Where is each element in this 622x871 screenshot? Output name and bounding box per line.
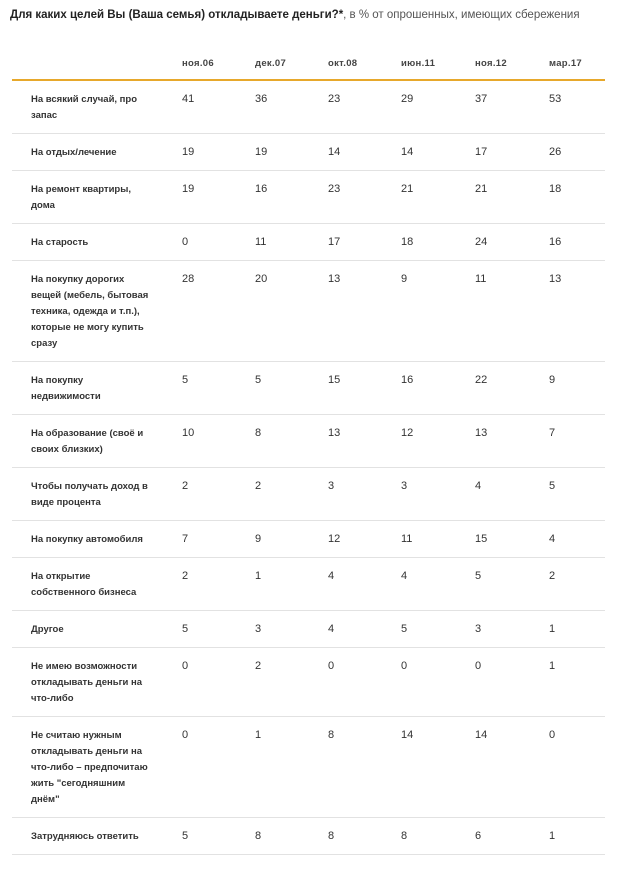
table-cell: 8	[304, 818, 377, 855]
table-cell: 18	[525, 171, 605, 224]
table-cell: 0	[158, 648, 231, 717]
table-cell: 13	[451, 415, 525, 468]
table-cell: 15	[304, 362, 377, 415]
title-question: Для каких целей Вы (Ваша семья) откладываете деньги?*	[10, 9, 344, 21]
table-cell: 5	[231, 362, 304, 415]
table-cell: 4	[377, 558, 451, 611]
table-cell: 1	[231, 558, 304, 611]
table-cell: 2	[231, 468, 304, 521]
table-cell: 3	[451, 611, 525, 648]
table-cell: 26	[525, 134, 605, 171]
table-cell: 15	[451, 521, 525, 558]
column-header: дек.07	[231, 48, 304, 80]
table-row	[12, 611, 605, 648]
table-title	[10, 8, 580, 23]
row-label: На покупку автомобиля	[12, 521, 158, 558]
table-cell: 4	[304, 558, 377, 611]
table-cell: 10	[158, 415, 231, 468]
table-cell: 8	[231, 818, 304, 855]
table-cell: 37	[451, 80, 525, 134]
row-label: На старость	[12, 224, 158, 261]
row-label: Другое	[12, 611, 158, 648]
row-label: На образование (своё и своих близких)	[12, 415, 158, 468]
table-cell: 0	[525, 717, 605, 818]
table-cell: 2	[525, 558, 605, 611]
table-row	[12, 134, 605, 171]
table-cell: 16	[525, 224, 605, 261]
table-cell: 5	[377, 611, 451, 648]
table-row	[12, 648, 605, 717]
title-subtitle: , в % от опрошенных, имеющих сбережения	[343, 9, 580, 21]
table-cell: 3	[304, 468, 377, 521]
column-header: окт.08	[304, 48, 377, 80]
table-cell: 5	[158, 362, 231, 415]
table-row	[12, 818, 605, 855]
table-cell: 24	[451, 224, 525, 261]
table-cell: 0	[158, 224, 231, 261]
table-cell: 29	[377, 80, 451, 134]
table-cell: 14	[304, 134, 377, 171]
table-cell: 7	[158, 521, 231, 558]
table-row	[12, 224, 605, 261]
table-cell: 13	[304, 415, 377, 468]
table-cell: 1	[231, 717, 304, 818]
table-cell: 9	[377, 261, 451, 362]
table-cell: 1	[525, 818, 605, 855]
table-cell: 11	[451, 261, 525, 362]
column-header: июн.11	[377, 48, 451, 80]
table-cell: 5	[158, 818, 231, 855]
table-cell: 4	[304, 611, 377, 648]
table-cell: 2	[158, 558, 231, 611]
table-row	[12, 521, 605, 558]
table-cell: 12	[377, 415, 451, 468]
table-cell: 6	[451, 818, 525, 855]
table-cell: 16	[377, 362, 451, 415]
table-cell: 3	[377, 468, 451, 521]
table-cell: 28	[158, 261, 231, 362]
table-cell: 21	[377, 171, 451, 224]
table-cell: 11	[231, 224, 304, 261]
table-cell: 14	[451, 717, 525, 818]
table-cell: 12	[304, 521, 377, 558]
table-cell: 4	[525, 521, 605, 558]
table-cell: 19	[158, 134, 231, 171]
table-cell: 1	[525, 648, 605, 717]
table-cell: 41	[158, 80, 231, 134]
header-row	[12, 48, 605, 80]
table-cell: 8	[377, 818, 451, 855]
table-cell: 8	[304, 717, 377, 818]
table-cell: 19	[158, 171, 231, 224]
table-cell: 5	[451, 558, 525, 611]
table-cell: 14	[377, 717, 451, 818]
row-label: На отдых/лечение	[12, 134, 158, 171]
table-cell: 5	[525, 468, 605, 521]
column-header: ноя.12	[451, 48, 525, 80]
table-cell: 0	[451, 648, 525, 717]
table-cell: 22	[451, 362, 525, 415]
table-cell: 23	[304, 171, 377, 224]
column-header: мар.17	[525, 48, 605, 80]
table-cell: 9	[525, 362, 605, 415]
table-row	[12, 362, 605, 415]
row-label: На покупку дорогих вещей (мебель, бытовая техника, одежда и т.п.), которые не могу купить сразу	[12, 261, 158, 362]
table-cell: 8	[231, 415, 304, 468]
row-label: На открытие собственного бизнеса	[12, 558, 158, 611]
table-cell: 0	[304, 648, 377, 717]
table-cell: 16	[231, 171, 304, 224]
row-label: На ремонт квартиры, дома	[12, 171, 158, 224]
table-cell: 1	[525, 611, 605, 648]
table-row	[12, 80, 605, 134]
table-cell: 2	[158, 468, 231, 521]
table-row	[12, 261, 605, 362]
column-header-label	[12, 48, 158, 80]
table-cell: 7	[525, 415, 605, 468]
row-label: На покупку недвижимости	[12, 362, 158, 415]
table-cell: 17	[304, 224, 377, 261]
table-cell: 20	[231, 261, 304, 362]
table-cell: 5	[158, 611, 231, 648]
table-cell: 23	[304, 80, 377, 134]
table-cell: 13	[525, 261, 605, 362]
table-cell: 2	[231, 648, 304, 717]
table-cell: 0	[377, 648, 451, 717]
row-label: На всякий случай, про запас	[12, 80, 158, 134]
table-cell: 21	[451, 171, 525, 224]
table-cell: 36	[231, 80, 304, 134]
table-cell: 13	[304, 261, 377, 362]
table-cell: 17	[451, 134, 525, 171]
table-row	[12, 717, 605, 818]
column-header: ноя.06	[158, 48, 231, 80]
row-label: Затрудняюсь ответить	[12, 818, 158, 855]
table-cell: 11	[377, 521, 451, 558]
row-label: Не имею возможности откладывать деньги на что-либо	[12, 648, 158, 717]
row-label: Не считаю нужным откладывать деньги на что-либо – предпочитаю жить "сегодняшним днём"	[12, 717, 158, 818]
row-label: Чтобы получать доход в виде процента	[12, 468, 158, 521]
survey-table	[12, 48, 605, 855]
table-row	[12, 558, 605, 611]
table-row	[12, 468, 605, 521]
table-row	[12, 415, 605, 468]
table-cell: 0	[158, 717, 231, 818]
table-cell: 4	[451, 468, 525, 521]
table-cell: 53	[525, 80, 605, 134]
table-cell: 19	[231, 134, 304, 171]
table-cell: 3	[231, 611, 304, 648]
table-cell: 18	[377, 224, 451, 261]
table-cell: 9	[231, 521, 304, 558]
table-row	[12, 171, 605, 224]
table-cell: 14	[377, 134, 451, 171]
